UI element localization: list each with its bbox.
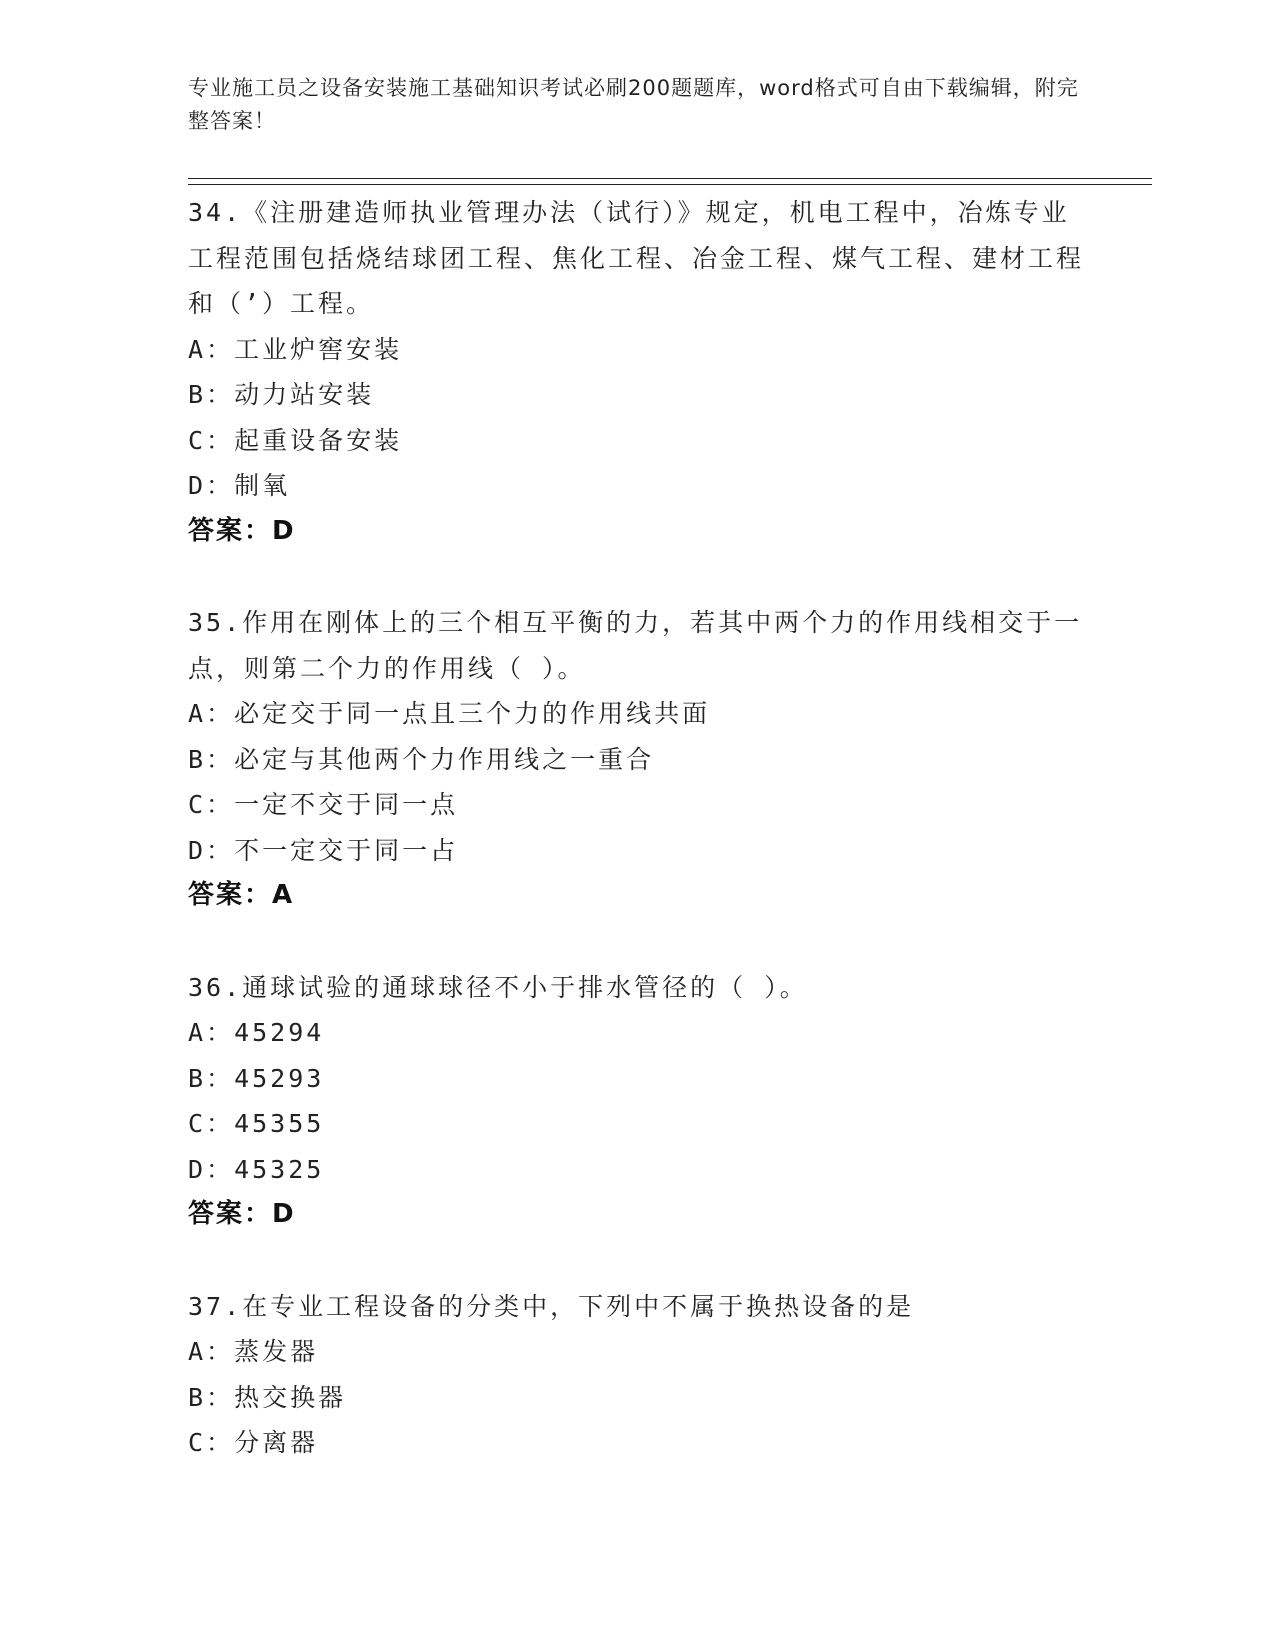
question-36 [188, 965, 1088, 1238]
option-label: B： [188, 380, 235, 409]
option-b [188, 737, 1088, 783]
option-text: 分离器 [234, 1428, 319, 1457]
option-label: D： [188, 471, 235, 500]
answer-line: 答案：A [188, 880, 295, 910]
option-label: D： [188, 835, 235, 865]
option-a [188, 1329, 1088, 1375]
question-34 [188, 190, 1088, 554]
question-35 [188, 600, 1088, 919]
question-stem: 36.通球试验的通球球径不小于排水管径的（ ）。 [188, 972, 808, 1002]
option-text: 工业炉窖安装 [234, 334, 403, 364]
option-label: A： [188, 1337, 235, 1366]
option-text: 45294 [234, 1018, 325, 1047]
question-stem: 35.作用在刚体上的三个相互平衡的力，若其中两个力的作用线相交于一点，则第二个力的作用线（ ）。 [188, 608, 1083, 683]
option-b [188, 372, 1088, 418]
option-label: B： [188, 1382, 235, 1412]
option-label: C： [188, 1428, 235, 1457]
option-text: 45325 [234, 1154, 325, 1184]
question-stem: 34.《注册建造师执业管理办法（试行）》规定，机电工程中，冶炼专业工程范围包括烧结球团工程、焦化工程、冶金工程、煤气工程、建材工程和（’）工程。 [188, 198, 1085, 318]
option-d [188, 1147, 1088, 1193]
document-header: 专业施工员之设备安装施工基础知识考试必刷200题题库，word格式可自由下载编辑，附完整答案！ [188, 76, 1079, 133]
option-label: B： [188, 744, 235, 774]
option-text: 制氧 [234, 471, 291, 500]
option-label: C： [188, 790, 235, 819]
option-d [188, 463, 1088, 509]
option-label: A： [188, 334, 235, 364]
option-text: 起重设备安装 [234, 425, 403, 455]
answer-line: 答案：D [188, 1199, 296, 1229]
option-c [188, 1420, 1088, 1466]
option-text: 动力站安装 [234, 380, 375, 409]
answer-line: 答案：D [188, 515, 296, 546]
header-divider-top [188, 178, 1152, 179]
option-label: C： [188, 425, 235, 455]
question-stem: 37.在专业工程设备的分类中，下列中不属于换热设备的是 [188, 1291, 915, 1321]
option-text: 热交换器 [234, 1382, 347, 1412]
option-text: 必定交于同一点且三个力的作用线共面 [234, 699, 711, 728]
option-a [188, 1010, 1088, 1056]
option-a [188, 327, 1088, 373]
option-text: 45293 [234, 1063, 325, 1093]
option-c [188, 782, 1088, 828]
option-text: 蒸发器 [234, 1337, 319, 1366]
option-c [188, 1101, 1088, 1147]
option-text: 必定与其他两个力作用线之一重合 [234, 744, 655, 774]
question-list [188, 190, 1088, 1466]
header-divider-bottom [188, 184, 1152, 185]
question-37 [188, 1284, 1088, 1466]
option-label: D： [188, 1154, 235, 1184]
option-d [188, 828, 1088, 874]
option-text: 不一定交于同一占 [234, 835, 459, 865]
option-text: 45355 [234, 1109, 325, 1138]
option-c [188, 418, 1088, 464]
option-label: C： [188, 1109, 235, 1138]
option-label: B： [188, 1063, 235, 1093]
option-label: A： [188, 1018, 235, 1047]
option-a [188, 691, 1088, 737]
option-text: 一定不交于同一点 [234, 790, 459, 819]
option-b [188, 1375, 1088, 1421]
option-label: A： [188, 699, 235, 728]
option-b [188, 1056, 1088, 1102]
